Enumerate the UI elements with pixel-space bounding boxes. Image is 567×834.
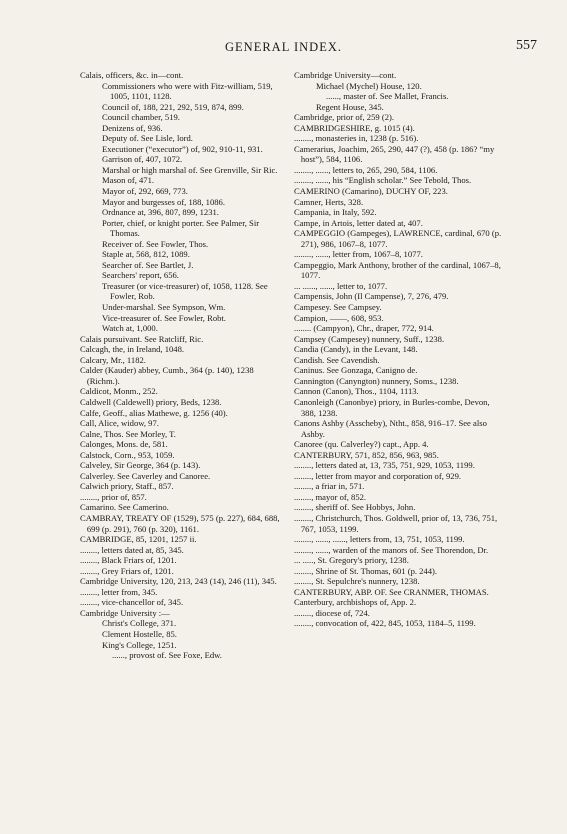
index-entry: Cannington (Canyngton) nunnery, Soms., 1238. bbox=[294, 375, 459, 386]
index-entry: Caldwell (Caldewell) priory, Beds, 1238. bbox=[80, 396, 222, 407]
index-entry: Marshal or high marshal of. See Grenville, Sir Ric. bbox=[102, 164, 278, 175]
index-entry: ........, letters dated at, 85, 345. bbox=[80, 544, 184, 555]
index-entry: ... ......, ......, letter to, 1077. bbox=[294, 280, 388, 291]
index-entry: Campe, in Artois, letter dated at, 407. bbox=[294, 217, 423, 228]
index-entry: ........, Christchurch, Thos. Goldwell, prior of, 13, 736, 751, 767, 1053, 1199. bbox=[294, 512, 498, 534]
index-entry: CAMBRAY, TREATY OF (1529), 575 (p. 227), 684, 688, 699 (p. 291), 760 (p. 320), 1161. bbox=[80, 512, 280, 534]
index-entry: Campeggio, Mark Anthony, brother of the cardinal, 1067–8, 1077. bbox=[294, 259, 501, 281]
index-entry: Calverley. See Caverley and Canoree. bbox=[80, 470, 211, 481]
index-entry: Searcher of. See Bartlet, J. bbox=[102, 259, 194, 270]
index-entry: ........, letter from, 345. bbox=[80, 586, 158, 597]
index-entry: Campion, ——, 608, 953. bbox=[294, 312, 384, 323]
index-entry: Calwich priory, Staff., 857. bbox=[80, 481, 174, 492]
index-entry: Call, Alice, widow, 97. bbox=[80, 418, 159, 429]
index-entry: ........, ......, ......, letters from, 13, 751, 1053, 1199. bbox=[294, 534, 465, 545]
page-title: GENERAL INDEX. bbox=[225, 40, 342, 54]
index-entry: CANTERBURY, 571, 852, 856, 963, 985. bbox=[294, 449, 439, 460]
index-entry: Watch at, 1,000. bbox=[102, 323, 158, 334]
index-entry: Clement Hostelle, 85. bbox=[102, 628, 177, 639]
index-entry: Calais, officers, &c. in—cont. bbox=[80, 70, 184, 80]
index-entry: ........, letter from mayor and corporation of, 929. bbox=[294, 470, 462, 481]
index-entry: Campesey. See Campsey. bbox=[294, 302, 382, 313]
index-entry: ........, Grey Friars of, 1201. bbox=[80, 565, 174, 576]
index-entry: ......, provost of. See Foxe, Edw. bbox=[112, 650, 222, 661]
index-entry: CAMBRIDGESHIRE, g. 1015 (4). bbox=[294, 122, 415, 133]
index-entry: ........, ......, warden of the manors of. See Thorendon, Dr. bbox=[294, 544, 489, 555]
index-entry: Treasurer (or vice-treasurer) of, 1058, 1128. See Fowler, Rob. bbox=[102, 280, 268, 302]
index-entry: ........, Shrine of St. Thomas, 601 (p. 244). bbox=[294, 565, 438, 576]
index-entry: Cambridge, prior of, 259 (2). bbox=[294, 112, 394, 123]
index-entry: Canons Ashby (Asscheby), Ntht., 858, 916–17. See also Ashby. bbox=[294, 418, 487, 439]
index-entry: Calais pursuivant. See Ratcliff, Ric. bbox=[80, 333, 204, 344]
index-entry: ........, ......, his “English scholar.” See Tebold, Thos. bbox=[294, 175, 472, 186]
index-entry: King's College, 1251. bbox=[102, 639, 177, 650]
index-entry: Calcary, Mr., 1182. bbox=[80, 354, 146, 365]
index-entry: Denizens of, 936. bbox=[102, 122, 163, 133]
index-entry: CAMBRIDGE, 85, 1201, 1257 ii. bbox=[80, 534, 197, 545]
index-entry: Porter, chief, or knight porter. See Palmer, Sir Thomas. bbox=[102, 217, 260, 239]
index-entry: Caldicot, Monm., 252. bbox=[80, 386, 158, 397]
index-column-right bbox=[294, 70, 506, 629]
index-entry: ........, St. Sepulchre's nunnery, 1238. bbox=[294, 576, 420, 587]
index-entry: Christ's College, 371. bbox=[102, 618, 177, 629]
index-entry: Mayor and burgesses of, 188, 1086. bbox=[102, 196, 226, 207]
index-entry: Calveley, Sir George, 364 (p. 143). bbox=[80, 460, 201, 471]
index-entry: Cambridge University :— bbox=[80, 607, 170, 618]
index-entry: ... ....., St. Gregory's priory, 1238. bbox=[294, 555, 409, 566]
index-entry: Camerarius, Joachim, 265, 290, 447 (?), 458 (p. 186? “my host”), 584, 1106. bbox=[294, 143, 495, 165]
running-header bbox=[0, 40, 567, 60]
index-entry: Mayor of, 292, 669, 773. bbox=[102, 186, 188, 197]
index-entry: Calne, Thos. See Morley, T. bbox=[80, 428, 176, 439]
index-entry: Council of, 188, 221, 292, 519, 874, 899. bbox=[102, 101, 244, 112]
index-entry: Deputy of. See Lisle, lord. bbox=[102, 133, 193, 144]
index-entry: Regent House, 345. bbox=[316, 101, 384, 112]
index-entry: Canonleigh (Canonbye) priory, in Burles-combe, Devon, 388, 1238. bbox=[294, 396, 490, 418]
index-entry: Staple at, 568, 812, 1089. bbox=[102, 249, 190, 260]
index-entry: Candia (Candy), in the Levant, 148. bbox=[294, 344, 418, 355]
index-entry: Searchers' report, 656. bbox=[102, 270, 179, 281]
index-entry: ........, vice-chancellor of, 345. bbox=[80, 597, 184, 608]
index-entry: Commissioners who were with Fitz-william, 519, 1005, 1101, 1128. bbox=[102, 80, 273, 102]
index-entry: ........, letters dated at, 13, 735, 751, 929, 1053, 1199. bbox=[294, 460, 475, 471]
index-entry: Calcagh, the, in Ireland, 1048. bbox=[80, 344, 185, 355]
index-entry: Caninus. See Gonzaga, Canigno de. bbox=[294, 365, 418, 376]
index-entry: Camner, Herts, 328. bbox=[294, 196, 364, 207]
index-entry: CANTERBURY, ABP. OF. See CRANMER, THOMAS. bbox=[294, 586, 489, 597]
index-entry: Calstock, Corn., 953, 1059. bbox=[80, 449, 175, 460]
index-entry: ........, sheriff of. See Hobbys, John. bbox=[294, 502, 416, 513]
index-entry: Camarino. See Camerino. bbox=[80, 502, 169, 513]
index-entry: Michael (Mychel) House, 120. bbox=[316, 80, 422, 91]
index-entry: Cambridge University—cont. bbox=[294, 70, 397, 80]
index-entry: ........ (Campyon), Chr., draper, 772, 914. bbox=[294, 323, 434, 334]
index-entry: Candish. See Cavendish. bbox=[294, 354, 380, 365]
index-entry: Council chamber, 519. bbox=[102, 112, 180, 123]
index-entry: Calfe, Geoff., alias Mathewe, g. 1256 (40). bbox=[80, 407, 228, 418]
index-entry: Campensis, John (Il Campense), 7, 276, 479. bbox=[294, 291, 449, 302]
index-entry: Receiver of. See Fowler, Thos. bbox=[102, 238, 209, 249]
index-entry: Under-marshal. See Sympson, Wm. bbox=[102, 302, 226, 313]
index-entry: ........, ......, letter from, 1067–8, 1077. bbox=[294, 249, 423, 260]
index-column-left bbox=[80, 70, 286, 661]
index-entry: ......, master of. See Mallet, Francis. bbox=[326, 91, 449, 102]
index-entry: CAMPEGGIO (Gampeges), LAWRENCE, cardinal, 670 (p. 271), 986, 1067–8, 1077. bbox=[294, 228, 502, 249]
index-entry: ........, mayor of, 852. bbox=[294, 491, 367, 502]
index-entry: Cambridge University, 120, 213, 243 (14), 246 (11), 345. bbox=[80, 576, 277, 587]
index-entry: Vice-treasurer of. See Fowler, Robt. bbox=[102, 312, 226, 323]
index-entry: Calder (Kauder) abbey, Cumb., 364 (p. 140), 1238 (Richm.). bbox=[80, 365, 254, 386]
index-entry: ........, a friar in, 571. bbox=[294, 481, 365, 492]
index-entry: Ordnance at, 396, 807, 899, 1231. bbox=[102, 207, 219, 218]
index-entry: Campsey (Campesey) nunnery, Suff., 1238. bbox=[294, 333, 445, 344]
index-entry: Calonges, Mons. de, 581. bbox=[80, 439, 168, 450]
index-entry: CAMERINO (Camarino), DUCHY OF, 223. bbox=[294, 186, 448, 197]
index-entry: ........, prior of, 857. bbox=[80, 491, 147, 502]
index-entry: Canterbury, archbishops of, App. 2. bbox=[294, 597, 417, 608]
index-entry: Garrison of, 407, 1072. bbox=[102, 154, 183, 165]
index-entry: ........, diocese of, 724. bbox=[294, 607, 370, 618]
index-entry: Executioner (“executor”) of, 902, 910-11, 931. bbox=[102, 143, 263, 154]
page-number: 557 bbox=[516, 38, 537, 53]
index-entry: ........, monasteries in, 1238 (p. 516). bbox=[294, 133, 419, 144]
index-entry: Mason of, 471. bbox=[102, 175, 155, 186]
index-entry: Campania, in Italy, 592. bbox=[294, 207, 377, 218]
index-entry: ........, convocation of, 422, 845, 1053, 1184–5, 1199. bbox=[294, 618, 476, 629]
index-entry: ........, Black Friars of, 1201. bbox=[80, 555, 177, 566]
index-entry: ........, ......, letters to, 265, 290, 584, 1106. bbox=[294, 164, 438, 175]
index-entry: Canoree (qu. Calverley?) capt., App. 4. bbox=[294, 439, 429, 450]
index-entry: Cannon (Canon), Thos., 1104, 1113. bbox=[294, 386, 419, 397]
